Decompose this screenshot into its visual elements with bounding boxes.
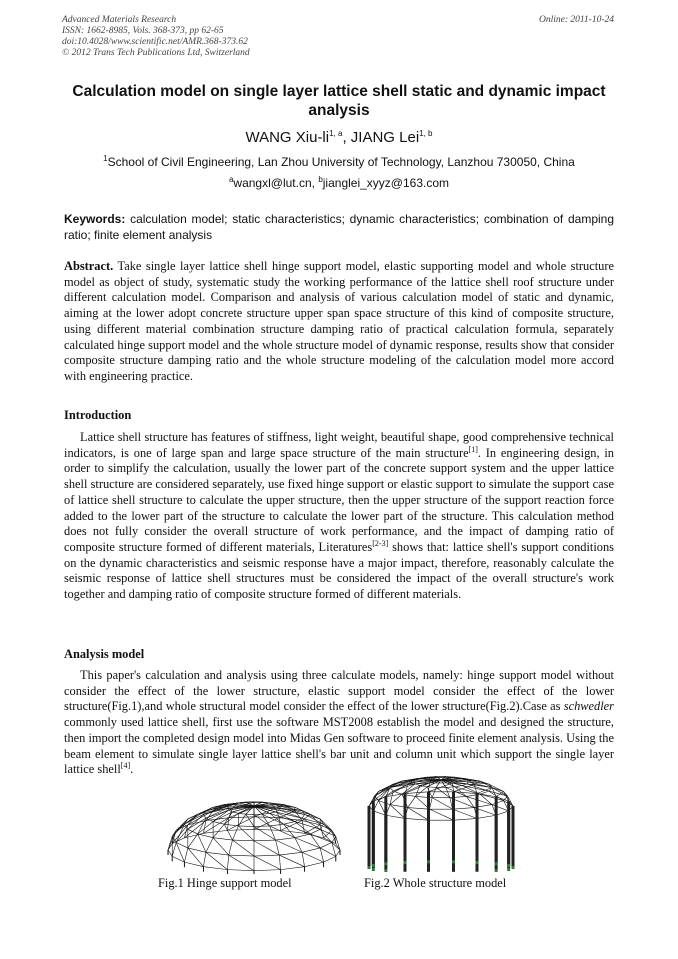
author-separator: ,: [342, 129, 351, 146]
lattice-bar: [305, 862, 324, 867]
analysis-text-2: commonly used lattice shell, first use the software MST2008 establish the model and designed the structure, then import the completed design model into Midas Gen software to proceed finite element analysis. Using the beam element to simulate single layer lattice shell's bar unit and column unit which support the single layer lattice shell: [64, 715, 614, 777]
lattice-diagonal: [305, 825, 321, 833]
intro-text-2: . In engineering design, in order to simplify the calculation, usually the lower part of the concrete support system and the upper lattice shell structure are considered separately, use fixed hinge support or elastic support to simulate the support case of lattice shell structure to calculate the upper structure, then the upper structure of the support reaction force added to the lower part of the structure to calculate the lower part of the structure. This calculation method does not fully consider the overall structure of work performance, and the impact of damping ratio of composite structure formed of different materials, Literatures: [64, 445, 614, 554]
affiliation: [60, 155, 618, 169]
lattice-rib: [172, 842, 176, 856]
lattice-rib: [320, 848, 323, 862]
lattice-diagonal: [254, 827, 276, 840]
lattice-bar: [227, 829, 254, 830]
lattice-bar: [254, 870, 281, 871]
lattice-rib: [176, 829, 188, 842]
lattice-bar: [188, 829, 198, 834]
lattice-diagonal: [453, 809, 477, 818]
journal-name: Advanced Materials Research: [62, 15, 177, 25]
lattice-bar: [254, 855, 279, 856]
keywords-text: calculation model; static characteristics; dynamic characteristics; combination of damping ratio; finite element analysis: [64, 212, 614, 242]
lattice-bar: [390, 788, 393, 791]
lattice-bar: [254, 829, 281, 830]
analysis-italic-term: schwedler: [563, 699, 614, 714]
email-a[interactable]: wangxl@lut.cn,: [233, 176, 319, 190]
lattice-bar: [393, 791, 402, 794]
paper-title: Calculation model on single layer lattice shell static and dynamic impact analysis: [72, 83, 606, 119]
lattice-rib: [233, 826, 239, 840]
keywords-label: Keywords:: [64, 212, 126, 226]
lattice-bar: [320, 842, 332, 847]
lattice-bar: [295, 834, 310, 838]
lattice-diagonal: [408, 808, 429, 821]
lattice-bar: [302, 814, 304, 818]
lattice-bar: [168, 850, 172, 856]
email-b[interactable]: jianglei_xyyz@163.com: [322, 176, 450, 190]
lattice-bar: [446, 787, 455, 788]
lattice-bar: [496, 811, 509, 815]
lattice-diagonal: [176, 842, 184, 862]
lattice-bar: [238, 813, 245, 814]
figure-1-caption: Fig.1 Hinge support model: [158, 876, 292, 890]
lattice-rib: [302, 852, 304, 866]
lattice-diagonal: [229, 855, 254, 871]
abstract: [64, 259, 614, 385]
lattice-diagonal: [432, 798, 452, 810]
lattice-diagonal: [213, 838, 229, 855]
lattice-bar: [233, 812, 239, 813]
lattice-diagonal: [429, 809, 453, 820]
lattice-rib: [320, 819, 332, 830]
lattice-bar: [270, 812, 276, 813]
analysis-text-3: .: [130, 762, 134, 777]
lattice-bar: [198, 834, 213, 838]
lattice-bar: [302, 848, 320, 852]
introduction-paragraph: [64, 430, 614, 603]
lattice-bar: [224, 824, 238, 826]
author-2: JIANG Lei: [350, 129, 420, 146]
lattice-diagonal: [224, 824, 232, 840]
keywords: [64, 212, 614, 243]
lattice-bar: [492, 801, 504, 805]
lattice-diagonal: [302, 852, 324, 862]
lattice-diagonal: [206, 852, 228, 869]
lattice-rib: [176, 819, 188, 830]
introduction-heading: Introduction: [64, 408, 132, 422]
analysis-citation[interactable]: [4]: [120, 761, 131, 771]
lattice-rib: [324, 824, 336, 836]
lattice-diagonal: [295, 822, 320, 830]
intro-text-1: Lattice shell structure has features of stiffness, light weight, beautiful shape, good comprehensive technical indicators, is one of large span and large space structure of the main structure: [64, 430, 614, 460]
lattice-bar: [281, 867, 305, 870]
email-line: [60, 176, 618, 190]
analysis-heading: Analysis model: [64, 647, 145, 661]
lattice-rib: [432, 787, 436, 797]
lattice-rib: [320, 829, 332, 842]
lattice-diagonal: [233, 840, 255, 856]
lattice-bar: [254, 826, 270, 827]
lattice-bar: [408, 808, 430, 810]
lattice-bar: [477, 815, 496, 818]
lattice-bar: [227, 870, 254, 871]
lattice-diagonal: [254, 841, 279, 855]
lattice-bar: [310, 829, 320, 834]
lattice-diagonal: [254, 856, 281, 870]
analysis-text-1: This paper's calculation and analysis using three calculate models, namely: hinge support model without consider the effect of the lower structure, elastic support model consider the effect of the lower structure(Fig.1),and whole structural model consider the effect of the lower structure(Fig.2).Case as: [64, 668, 614, 714]
lattice-diagonal: [188, 848, 204, 867]
lattice-rib: [229, 840, 233, 855]
lattice-bar: [284, 822, 295, 825]
online-date: Online: 2011-10-24: [538, 15, 614, 25]
lattice-diagonal: [281, 821, 302, 831]
analysis-paragraph: [64, 668, 614, 778]
lattice-rib: [203, 852, 205, 866]
lattice-bar: [324, 856, 336, 862]
intro-citation-2[interactable]: [2-3]: [372, 538, 389, 548]
figure-1-hinge-support-model: [158, 798, 356, 874]
issn-line: ISSN: 1662-8985, Vols. 368-373, pp 62-65: [62, 26, 224, 36]
abstract-label: Abstract.: [64, 259, 114, 273]
lattice-rib: [279, 855, 280, 870]
lattice-diagonal: [238, 826, 254, 841]
author-1: WANG Xiu-li: [245, 129, 330, 146]
lattice-bar: [454, 818, 477, 820]
lattice-bar: [254, 840, 276, 841]
lattice-bar: [453, 808, 475, 810]
lattice-rib: [279, 818, 280, 831]
lattice-diagonal: [276, 840, 303, 852]
lattice-rib: [184, 848, 187, 862]
lattice-bar: [213, 838, 232, 840]
figure-2-whole-structure-model: [360, 776, 522, 872]
figure-2-caption: Fig.2 Whole structure model: [364, 876, 507, 890]
lattice-rib: [276, 840, 280, 855]
lattice-bar: [270, 824, 284, 826]
lattice-bar: [262, 813, 269, 814]
doi-line: doi:10.4028/www.scientific.net/AMR.368-373.62: [62, 37, 248, 47]
affiliation-text: School of Civil Engineering, Lan Zhou University of Technology, Lanzhou 730050, China: [107, 155, 575, 169]
lattice-bar: [276, 838, 295, 840]
lattice-bar: [427, 787, 436, 788]
email-b-mark: b: [318, 175, 323, 184]
lattice-rib: [238, 814, 245, 826]
lattice-diagonal: [279, 855, 304, 867]
lattice-diagonal: [466, 796, 492, 804]
lattice-bar: [405, 818, 428, 820]
lattice-bar: [233, 840, 255, 841]
lattice-diagonal: [198, 834, 206, 852]
email-a-mark: a: [228, 175, 234, 184]
lattice-bar: [206, 852, 229, 855]
intro-text-3: shows that: lattice shell's support conditions on the dynamic characteristics and seismic response have a major impact, therefore, reasonably calculate the seismic response of lattice shell structures must be considered the impact of the overall structure's work together and damping ratio of composite structure formed of different materials.: [64, 539, 614, 602]
lattice-bar: [229, 855, 254, 856]
intro-citation-1[interactable]: [1]: [468, 444, 478, 454]
copyright-line: © 2012 Trans Tech Publications Ltd, Switzerland: [62, 48, 250, 58]
lattice-rib: [206, 838, 213, 853]
lattice-bar: [336, 850, 340, 856]
author-line: [60, 129, 618, 146]
lattice-rib: [408, 796, 416, 807]
lattice-bar: [279, 852, 302, 855]
lattice-bar: [238, 826, 254, 827]
lattice-bar: [455, 786, 462, 787]
lattice-diagonal: [254, 815, 270, 826]
lattice-bar: [203, 867, 227, 870]
author-1-affil: 1, a: [329, 129, 343, 138]
journal-header: [62, 15, 250, 59]
lattice-rib: [227, 855, 228, 870]
affiliation-mark: 1: [103, 154, 108, 163]
abstract-text: Take single layer lattice shell hinge support model, elastic supporting model and whole structure model as object of study, systematic study the working performance of the lattice shell roof structure under different calculation model. Comparison and analysis of various calculation model of static and dynamic, aiming at the lower adopt concrete structure upper span space structure of this kind of composite structure, using different material combination structure damping ratio of practical calculation formula, separately calculated hinge support model and the whole structure model of dynamic response, results show that consider composite structure damping ratio and the whole structure modeling of the calculation model more accord with engineering practice.: [64, 259, 614, 383]
author-2-affil: 1, b: [419, 129, 433, 138]
lattice-rib: [302, 818, 320, 829]
